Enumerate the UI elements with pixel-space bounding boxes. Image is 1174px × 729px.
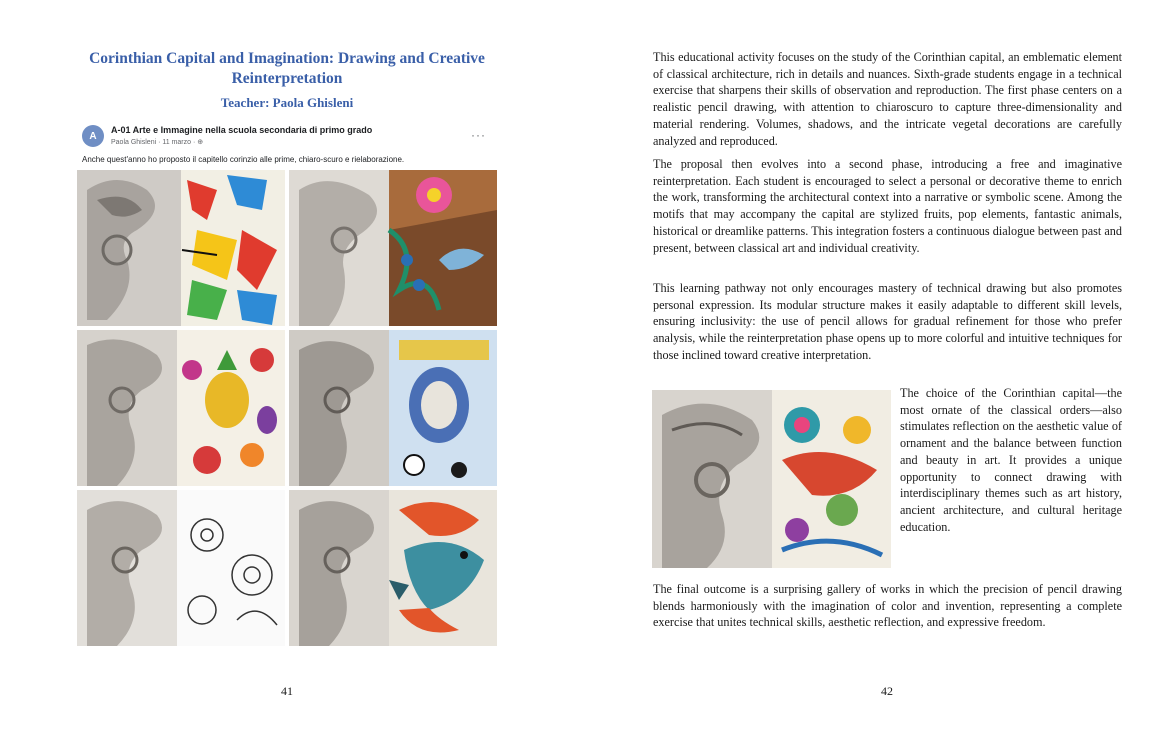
- post-caption: Anche quest'anno ho proposto il capitello corinzio alle prime, chiaro-scuro e rielaborazione.: [82, 155, 405, 164]
- artwork-fruits: [77, 330, 285, 486]
- group-avatar-icon: A: [82, 125, 104, 147]
- paragraph-learning-pathway: This learning pathway not only encourages mastery of technical drawing but also promotes personal expression. Its modular structure makes it easily adaptable to different skill levels, ensuring inclusivity: the use of pencil allows for gradual refinement for those who prefer analysis, while the reinterpretation phase opens up to more colorful and intuitive techniques for those inclined toward creative interpretation.: [653, 281, 1122, 362]
- group-name: A-01 Arte e Immagine nella scuola secondaria di primo grado: [111, 125, 373, 135]
- artwork-flowers-lineart: [77, 490, 285, 646]
- paragraph-second-phase: The proposal then evolves into a second phase, introducing a free and imaginative reinterpretation. Each student is encouraged to select a personal or decorative theme to enrich the work, transforming the architectural context into a narrative or symbolic scene. Among the motifs that may accompany the capital are stylized fruits, pop elements, fantastic animals, historical or dreamlike patterns. This integration fosters a continuous dialogue between past and present, between classical art and individual creativity.: [653, 157, 1122, 255]
- right-page: [587, 0, 1174, 729]
- artwork-pop-figures: [77, 170, 285, 326]
- artwork-peacock-flower: [289, 170, 497, 326]
- paragraph-final-outcome: The final outcome is a surprising gallery of works in which the precision of pencil drawing blends harmoniously with the imagination of color and invention, representing a complete exercise that unites technical skills, aesthetic reflection, and expressive freedom.: [653, 582, 1122, 630]
- more-options-icon: ···: [471, 128, 486, 142]
- teacher-name: Teacher: Paola Ghisleni: [220, 95, 354, 110]
- artwork-dragon: [289, 490, 497, 646]
- page-title: Corinthian Capital and Imagination: Drawing and Creative Reinterpretation: [89, 50, 485, 87]
- artwork-historical: [289, 330, 497, 486]
- artwork-gallery: [77, 170, 497, 646]
- paragraph-choice-of-capital: The choice of the Corinthian capital—the most ornate of the classical orders—also stimulates reflection on the aesthetic value of ornament and the balance between function and beauty in art. It provides a unique opportunity to connect drawing with interdisciplinary themes such as art history, ancient architecture, and cultural heritage education.: [900, 386, 1122, 534]
- post-author-date: Paola Ghisleni · 11 marzo · ⊕: [111, 139, 204, 146]
- capital-artwork-image: [652, 390, 891, 568]
- page-number-right: 42: [881, 684, 893, 698]
- page-number-left: 41: [281, 684, 293, 698]
- paragraph-intro: This educational activity focuses on the study of the Corinthian capital, an emblematic element of classical architecture, rich in details and nuances. Sixth-grade students engage in a technical exercise that sharpens their skills of observation and reproduction. The first phase centers on a realistic pencil drawing, with attention to chiaroscuro to capture three-dimensionality and material rendering. Volumes, shadows, and the intricate vegetal decorations are carefully analyzed and reproduced.: [653, 50, 1122, 148]
